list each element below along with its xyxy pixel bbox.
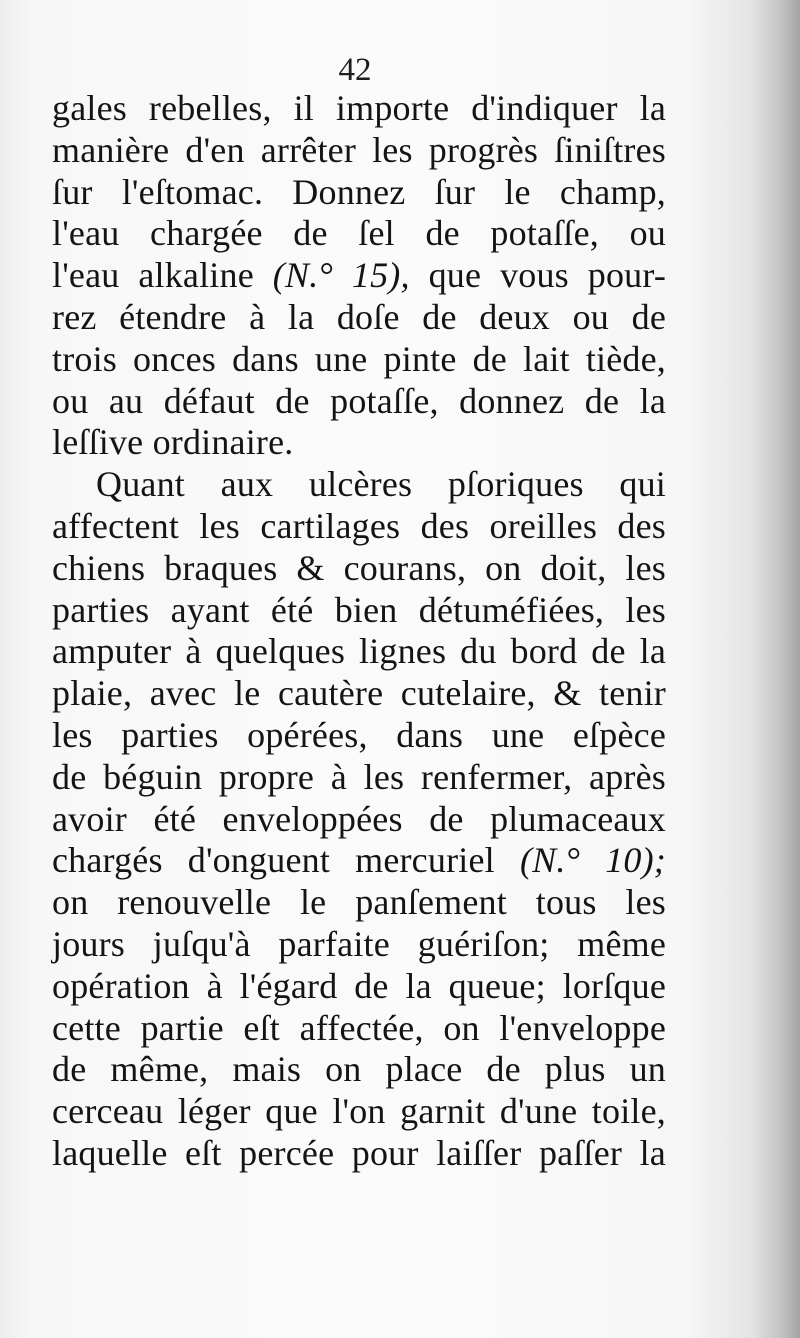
text-line: amputer à quelques lignes du bord de la xyxy=(52,631,666,672)
text-line: affectent les cartilages des oreilles des xyxy=(52,505,666,546)
text-line: laquelle eſt percée pour laiſſer paſſer la xyxy=(52,1132,666,1173)
page-number: 42 xyxy=(338,52,372,88)
text-line: chiens braques & courans, on doit, les xyxy=(52,547,666,588)
text-line: cette partie eſt affectée, on l'enveloppe xyxy=(52,1007,666,1048)
text-line: ou au défaut de potaſſe, donnez de la xyxy=(52,380,666,421)
text-line: plaie, avec le cautère cutelaire, & tenir xyxy=(52,673,666,714)
text-line xyxy=(52,255,666,297)
text-line: jours juſqu'à parfaite guériſon; même xyxy=(52,923,666,964)
page-gutter-shadow xyxy=(752,0,800,1338)
text-line: parties ayant été bien détuméfiées, les xyxy=(52,589,666,630)
text-line xyxy=(52,840,666,882)
text-segment: chargés d'onguent mercuriel xyxy=(52,840,495,881)
remedy-reference-15: (N.° 15), xyxy=(272,255,410,296)
text-line: de béguin propre à les renfermer, après xyxy=(52,756,666,797)
text-segment: que vous pour- xyxy=(428,255,667,296)
text-line: les parties opérées, dans une eſpèce xyxy=(52,714,666,755)
text-line: cerceau léger que l'on garnit d'une toile, xyxy=(52,1091,666,1132)
text-line: ſur l'eſtomac. Donnez ſur le champ, xyxy=(52,171,666,212)
text-segment: l'eau alkaline xyxy=(52,255,254,296)
text-line: gales rebelles, il importe d'indiquer la xyxy=(52,88,666,128)
paragraph-1 xyxy=(52,88,666,464)
text-line: de même, mais on place de plus un xyxy=(52,1049,666,1090)
text-line: avoir été enveloppées de plumaceaux xyxy=(52,798,666,839)
body-text xyxy=(52,88,666,1175)
text-line: rez étendre à la doſe de deux ou de xyxy=(52,296,666,337)
text-line: manière d'en arrêter les progrès ſiniſtres xyxy=(52,129,666,170)
text-line: leſſive ordinaire. xyxy=(52,422,294,463)
text-line: trois onces dans une pinte de lait tiède, xyxy=(52,338,666,379)
remedy-reference-10: (N.° 10); xyxy=(519,840,666,881)
text-line: on renouvelle le panſement tous les xyxy=(52,882,666,923)
paragraph-2 xyxy=(52,464,666,1175)
text-line: l'eau chargée de ſel de potaſſe, ou xyxy=(52,213,666,254)
text-line: opération à l'égard de la queue; lorſque xyxy=(52,965,666,1006)
text-line: Quant aux ulcères pſoriques qui xyxy=(96,464,666,505)
